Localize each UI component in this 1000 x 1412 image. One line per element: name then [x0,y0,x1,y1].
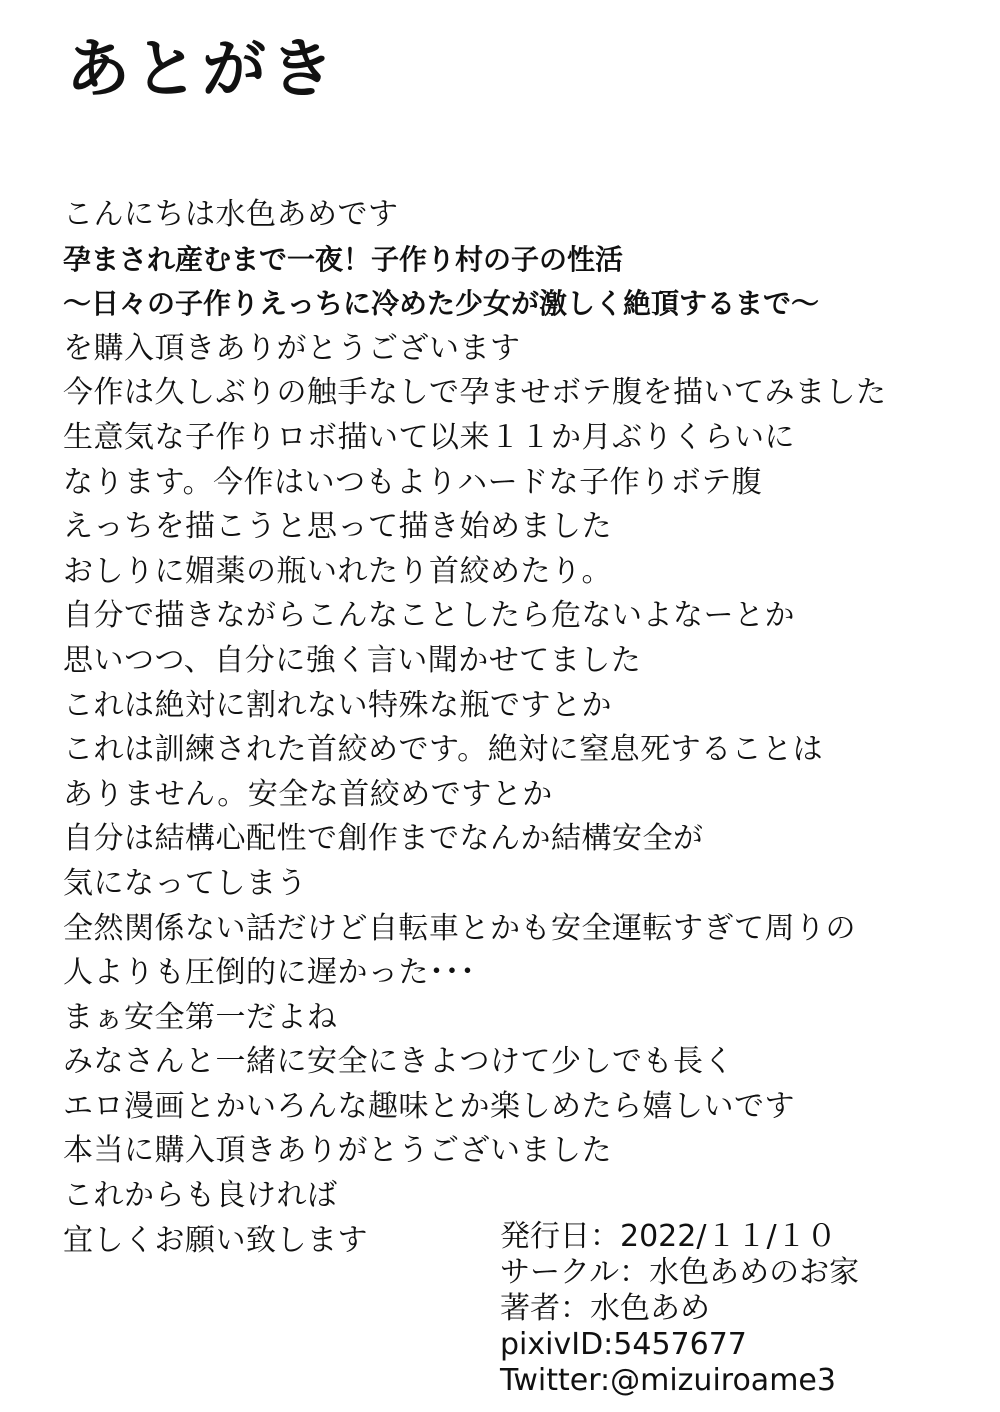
page-title: あとがき [66,33,338,107]
author-name: 著者：水色あめ [500,1291,710,1326]
body-line: ありません。安全な首絞めですとか [63,776,553,812]
body-line: 生意気な子作りロボ描いて以来１１か月ぶりくらいに [63,419,795,455]
body-line: おしりに媚薬の瓶いれたり首絞めたり。 [63,553,612,589]
body-line: 自分で描きながらこんなことしたら危ないよなーとか [63,598,795,634]
body-line: を購入頂きありがとうございます [63,330,521,366]
afterword-body [63,193,983,1263]
twitter-handle: Twitter:@mizuiroame3 [500,1363,836,1398]
colophon [500,1219,980,1399]
book-title-line: 孕まされ産むまで一夜！子作り村の子の性活 [63,242,624,276]
body-line: これは訓練された首絞めです。絶対に窒息死することは [63,732,824,768]
body-line: なります。今作はいつもよりハードな子作りボテ腹 [63,464,763,500]
pixiv-id: pixivID:5457677 [500,1327,747,1362]
body-line: エロ漫画とかいろんな趣味とか楽しめたら嬉しいです [63,1088,795,1124]
book-title-line: 〜日々の子作りえっちに冷めた少女が激しく絶頂するまで〜 [63,287,820,321]
body-line: 思いつつ、自分に強く言い聞かせてました [63,642,642,678]
circle-name: サークル：水色あめのお家 [500,1255,860,1290]
body-line: これは絶対に割れない特殊な瓶ですとか [63,687,612,723]
body-line: 本当に購入頂きありがとうございました [63,1133,612,1169]
body-line: 自分は結構心配性で創作までなんか結構安全が [63,821,704,857]
body-line: こんにちは水色あめです [63,197,399,232]
body-line: これからも良ければ [63,1178,338,1214]
body-line: 全然関係ない話だけど自転車とかも安全運転すぎて周りの [63,910,856,946]
body-line: みなさんと一緒に安全にきよつけて少しでも長く [63,1044,734,1080]
body-line: 人よりも圧倒的に遅かった･･･ [63,955,476,991]
body-line: まぁ安全第一だよね [63,999,338,1035]
body-line: 宜しくお願い致します [63,1222,368,1258]
publish-date: 発行日：2022/１１/１０ [500,1219,837,1254]
body-line: 気になってしまう [63,865,307,901]
body-line: えっちを描こうと思って描き始めました [63,509,612,545]
body-line: 今作は久しぶりの触手なしで孕ませボテ腹を描いてみました [63,375,887,411]
